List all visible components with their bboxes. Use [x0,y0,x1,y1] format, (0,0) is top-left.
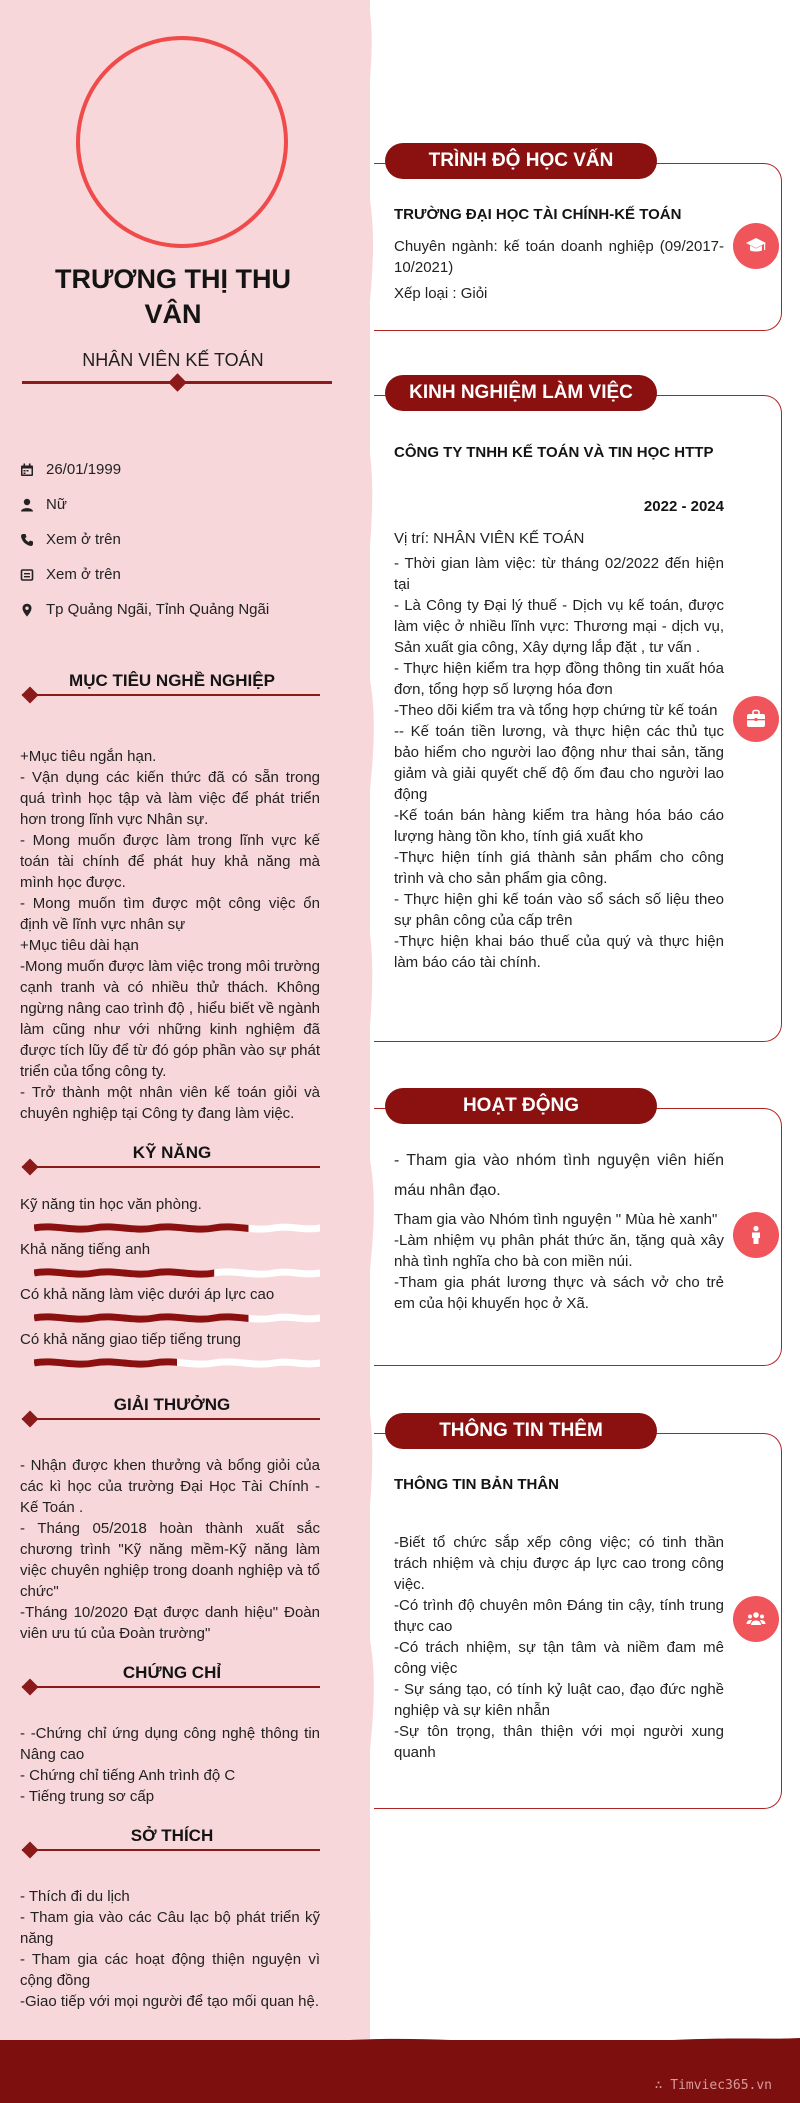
certificate-line: - Tiếng trung sơ cấp [20,1788,155,1805]
objective-title: MỤC TIÊU NGHỀ NGHIỆP [69,671,275,690]
experience-position: Vị trí: NHÂN VIÊN KẾ TOÁN [394,530,585,547]
name-line-1: TRƯƠNG THỊ THU [55,264,291,294]
objective-line: - Mong muốn tìm được một công việc ổn định về lĩnh vực nhân sự [20,895,320,933]
certificates-divider [22,1686,320,1688]
contact-text: Nữ [46,496,67,513]
graduation-cap-icon [733,223,779,269]
awards-line: -Tháng 10/2020 Đạt được danh hiệu" Đoàn viên ưu tú của Đoàn trường" [20,1604,320,1642]
briefcase-icon [733,696,779,742]
hobby-line: - Thích đi du lịch [20,1888,130,1905]
skill-bar [34,1358,320,1368]
activity-line: -Làm nhiệm vụ phân phát thức ăn, tặng quà xây nhà tình nghĩa cho bà con miền núi. [394,1232,724,1270]
objective-line: -Mong muốn được làm việc trong môi trường cạnh tranh và có nhiều thử thách. Không ngừng nâng cao trình độ , hiểu biết về ngành làm cũng như với những kinh nghiệm đã được tích lũy để từ đó góp phần vào sự phát triển của tổng công ty. [20,958,320,1080]
objective-text [20,746,320,1124]
contact-text: Tp Quảng Ngãi, Tỉnh Quảng Ngãi [46,601,270,618]
extra-info-subtitle: THÔNG TIN BẢN THÂN [394,1476,559,1493]
experience-line: -Thực hiện khai báo thuế của quý và thực hiện làm báo cáo tài chính. [394,933,724,971]
user-icon [20,498,34,512]
skill-label: Có khả năng giao tiếp tiếng trung [20,1331,241,1348]
awards-line: - Nhận được khen thưởng và bổng giỏi của các kì học của trường Đại Học Tài Chính - Kế Toán . [20,1457,320,1516]
school-name: TRƯỜNG ĐẠI HỌC TÀI CHÍNH-KẾ TOÁN [394,206,682,223]
awards-divider [22,1418,320,1420]
contact-phone [20,531,121,548]
education-rank: Xếp loại : Giỏi [394,285,488,302]
activities-header: HOẠT ĐỘNG [385,1088,657,1124]
hobby-line: - Tham gia các hoạt động thiện nguyện vì cộng đồng [20,1951,320,1989]
activity-line: Tham gia vào Nhóm tình nguyện " Mùa hè xanh" [394,1211,718,1228]
activities-details [394,1209,724,1314]
contact-birthday [20,461,121,478]
education-major: Chuyên ngành: kế toán doanh nghiệp (09/2017-10/2021) [394,238,724,276]
awards-title: GIẢI THƯỞNG [113,1395,231,1414]
skill-label: Kỹ năng tin học văn phòng. [20,1196,202,1213]
certificate-line: - Chứng chỉ tiếng Anh trình độ C [20,1767,236,1784]
contact-text: Xem ở trên [46,531,121,548]
certificates-title: CHỨNG CHỈ [122,1663,222,1682]
skills-divider [22,1166,320,1168]
activities-lead: - Tham gia vào nhóm tình nguyện viên hiến máu nhân đạo. [394,1152,724,1199]
objective-divider [22,694,320,696]
extra-info-header: THÔNG TIN THÊM [385,1413,657,1449]
awards-line: - Tháng 05/2018 hoàn thành xuất sắc chương trình "Kỹ năng mềm-Kỹ năng làm việc chuyên nghiệp trong doanh nghiệp và tổ chức" [20,1520,320,1600]
experience-line: -Theo dõi kiểm tra và tổng hợp chứng từ kế toán [394,702,718,719]
person-icon [733,1212,779,1258]
experience-line: - Thời gian làm việc: từ tháng 02/2022 đến hiện tại [394,555,724,593]
experience-line: -Kế toán bán hàng kiểm tra hàng hóa báo cáo lượng hàng tồn kho, tính giá xuất kho [394,807,724,845]
footer-watermark [655,2078,772,2093]
footer-wave [0,2030,800,2060]
experience-line: - Là Công ty Đại lý thuế - Dịch vụ kế toán, được làm việc ở nhiều lĩnh vực: Thương mại - dịch vụ, Sản xuất gia công, Xây dựng lắp đặt , tư vấn . [394,597,724,656]
objective-line: +Mục tiêu ngắn hạn. [20,748,157,765]
skill-label: Có khả năng làm việc dưới áp lực cao [20,1286,275,1303]
contact-gender [20,496,67,513]
experience-period: 2022 - 2024 [643,498,724,515]
experience-line: -Thực hiện tính giá thành sản phẩm cho công trình và cho sản phẩm gia công. [394,849,724,887]
extra-line: -Biết tổ chức sắp xếp công việc; có tinh thần trách nhiệm và chịu được áp lực cao trong công việc. [394,1534,724,1593]
experience-line: - Thực hiện ghi kế toán vào sổ sách số liệu theo sự phân công của cấp trên [394,891,724,929]
candidate-name [22,262,324,332]
experience-line: - Thực hiện kiểm tra hợp đồng thông tin xuất hóa đơn, tổng hợp số lượng hóa đơn [394,660,724,698]
hobbies-title: SỞ THÍCH [130,1826,214,1845]
experience-details [394,553,724,973]
contact-address [20,601,269,618]
objective-line: +Mục tiêu dài hạn [20,937,139,954]
hobby-line: -Giao tiếp với mọi người để tạo mối quan hệ. [20,1993,320,2010]
calendar-icon [20,463,34,477]
skill-bar [34,1313,320,1323]
contact-text: Xem ở trên [46,566,121,583]
certificate-line: - -Chứng chỉ ứng dụng công nghệ thông tin Nâng cao [20,1725,320,1763]
watermark-text: Timviec365.vn [670,2078,772,2093]
awards-text [20,1455,320,1644]
activity-line: -Tham gia phát lương thực và sách vở cho trẻ em của hội khuyến học ở Xã. [394,1274,724,1312]
skill-bar [34,1223,320,1233]
phone-icon [20,533,34,547]
extra-line: -Sự tôn trọng, thân thiện với mọi người xung quanh [394,1723,724,1761]
extra-line: - Sự sáng tạo, có tính kỷ luật cao, đạo đức nghề nghiệp và sự kiên nhẫn [394,1681,724,1719]
job-title: NHÂN VIÊN KẾ TOÁN [82,350,264,370]
experience-line: -- Kế toán tiền lương, và thực hiện các thủ tục bảo hiểm cho người lao động như thai sản, tăng giảm và giải quyết chế độ ốm đau cho người lao động [394,723,724,803]
objective-line: - Trở thành một nhân viên kế toán giỏi và chuyên nghiệp tại Công ty đang làm việc. [20,1084,320,1122]
contact-text: 26/01/1999 [46,461,122,478]
hobby-line: - Tham gia vào các Câu lạc bộ phát triển kỹ năng [20,1909,320,1947]
location-icon [20,603,34,617]
skill-label: Khả năng tiếng anh [20,1241,151,1258]
extra-line: -Có trách nhiệm, sự tận tâm và niềm đam mê công việc [394,1639,724,1677]
objective-line: - Vận dụng các kiến thức đã có sẵn trong quá trình học tập và làm việc để phát triển hơn trong lĩnh vực Nhân sự. [20,769,320,828]
education-header: TRÌNH ĐỘ HỌC VẤN [385,143,657,179]
experience-header: KINH NGHIỆM LÀM VIỆC [385,375,657,411]
email-icon [20,568,34,582]
certificates-text [20,1723,320,1807]
avatar [76,36,288,248]
name-line-2: VÂN [144,299,202,329]
skill-bar [34,1268,320,1278]
objective-line: - Mong muốn được làm trong lĩnh vực kế toán tài chính để phát huy khả năng mà mình học được. [20,832,320,891]
company-name: CÔNG TY TNHH KẾ TOÁN VÀ TIN HỌC HTTP [394,444,714,461]
extra-line: -Có trình độ chuyên môn Đáng tin cậy, tính trung thực cao [394,1597,724,1635]
extra-info-details [394,1532,724,1763]
skills-title: KỸ NĂNG [132,1143,212,1162]
hobbies-divider [22,1849,320,1851]
contact-email [20,566,121,583]
watermark-logo-icon: ∴ [654,2078,671,2093]
users-icon [733,1596,779,1642]
hobbies-text [20,1886,320,2012]
